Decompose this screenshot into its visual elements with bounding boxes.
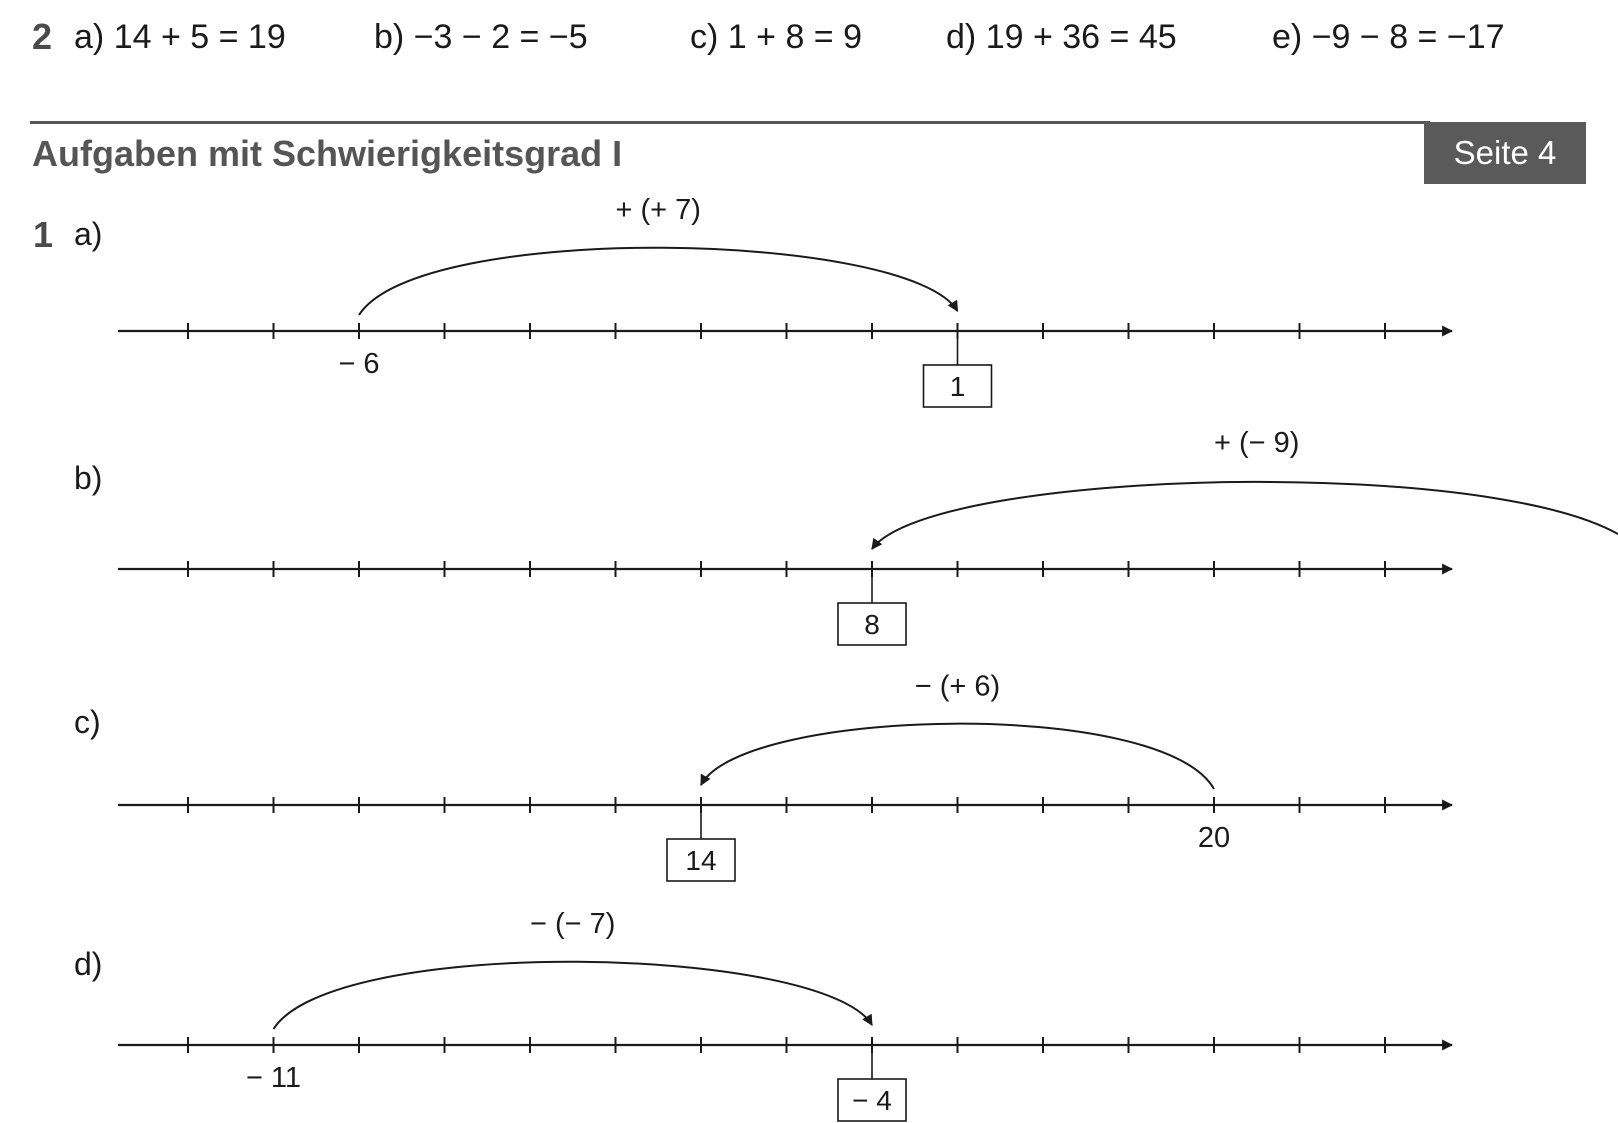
page-badge: Seite 4 (1424, 122, 1586, 184)
task-2-item-expression: −9 − 8 = −17 (1311, 18, 1505, 56)
part-label-d: d) (74, 946, 103, 982)
task-2-item-expression: 19 + 36 = 45 (985, 18, 1177, 56)
task-2-item-label: c) (690, 18, 719, 56)
task-2-number: 2 (32, 16, 53, 57)
task-2-item-label: d) (946, 18, 977, 56)
part-label-c: c) (74, 704, 101, 740)
operation-label: − (+ 6) (914, 670, 1001, 703)
result-value: 8 (864, 609, 880, 640)
jump-arc (872, 482, 1618, 553)
result-value: 1 (949, 371, 966, 402)
task-2-item-label: e) (1272, 18, 1303, 56)
result-value: − 4 (852, 1085, 892, 1116)
task-2-item-expression: 14 + 5 = 19 (113, 18, 286, 56)
part-label-b: b) (74, 460, 103, 496)
jump-arc (274, 962, 873, 1029)
operation-label: + (+ 7) (615, 194, 701, 227)
result-value: 14 (685, 845, 717, 876)
start-value-label: − 6 (338, 348, 380, 380)
section-title: Aufgaben mit Schwierigkeitsgrad I (32, 133, 623, 174)
jump-arc (359, 248, 958, 315)
jump-arc (701, 724, 1214, 789)
task-2-item-expression: −3 − 2 = −5 (413, 18, 588, 56)
task-2-item-label: b) (374, 18, 405, 56)
start-value-label: 20 (1197, 822, 1231, 854)
task-2-item-expression: 1 + 8 = 9 (727, 18, 863, 56)
part-label-a: a) (74, 216, 103, 252)
task-2-item-label: a) (74, 18, 105, 56)
operation-label: − (− 7) (530, 908, 616, 941)
start-value-label: − 11 (245, 1062, 302, 1094)
operation-label: + (− 9) (1214, 426, 1300, 459)
task-1-number: 1 (33, 214, 54, 255)
